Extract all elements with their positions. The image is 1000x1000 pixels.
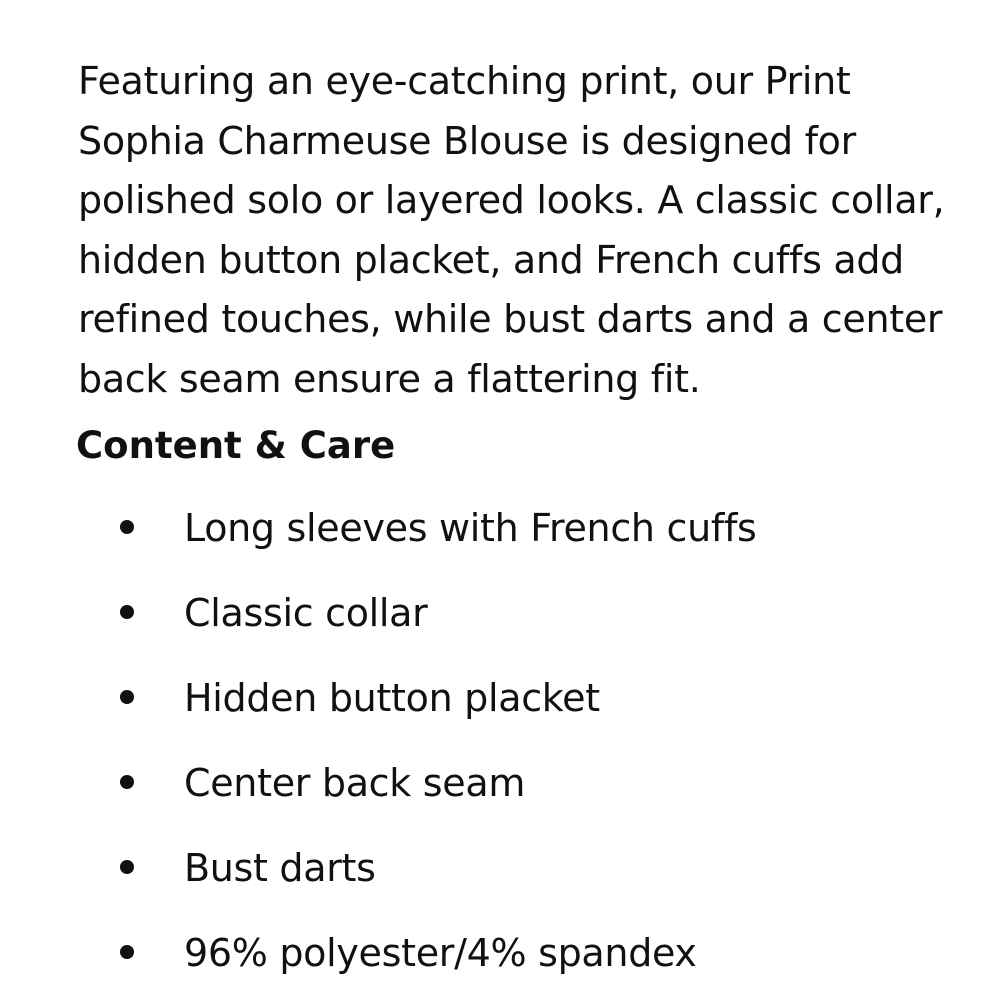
bullet-icon	[120, 690, 134, 704]
list-item-text: Hidden button placket	[184, 676, 600, 720]
list-item-text: Classic collar	[184, 591, 428, 635]
bullet-icon	[120, 520, 134, 534]
list-item	[78, 583, 958, 668]
list-item-text: 96% polyester/4% spandex	[184, 931, 697, 975]
product-details	[78, 52, 958, 1000]
list-item	[78, 668, 958, 753]
list-item-text: Center back seam	[184, 761, 526, 805]
bullet-icon	[120, 605, 134, 619]
list-item	[78, 923, 958, 1000]
list-item	[78, 838, 958, 923]
product-description: Featuring an eye-catching print, our Print Sophia Charmeuse Blouse is designed for polished solo or layered looks. A classic collar, hidden button placket, and French cuffs add refined touches, while bust darts and a center back seam ensure a flattering fit.	[78, 59, 945, 401]
list-item-text: Long sleeves with French cuffs	[184, 506, 757, 550]
list-item	[78, 753, 958, 838]
list-item-text: Bust darts	[184, 846, 376, 890]
content-care-list	[78, 498, 958, 1000]
bullet-icon	[120, 860, 134, 874]
bullet-icon	[120, 775, 134, 789]
content-care-heading: Content & Care	[76, 424, 396, 467]
list-item	[78, 498, 958, 583]
bullet-icon	[120, 945, 134, 959]
